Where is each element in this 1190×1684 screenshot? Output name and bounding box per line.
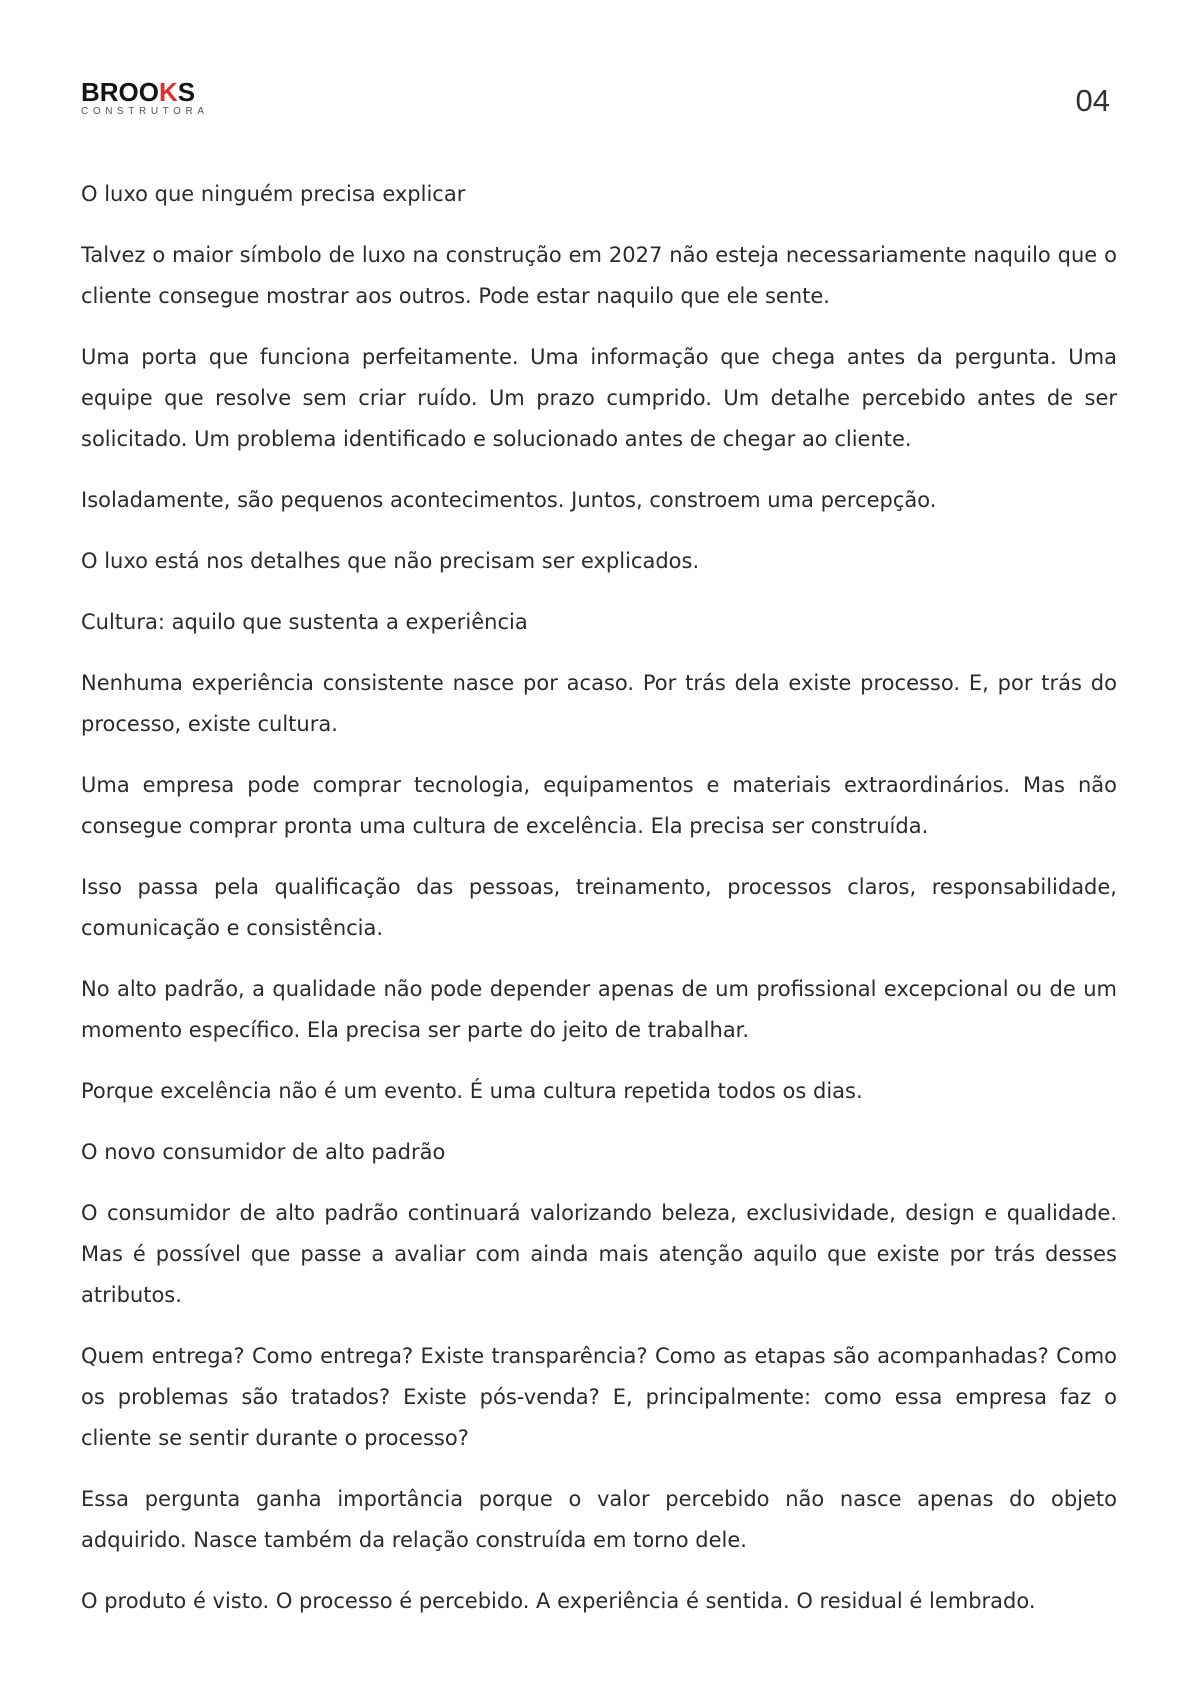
paragraph: Isso passa pela qualificação das pessoas, treinamento, processos claros, responsabilidade, comunicação e consistência. (81, 875, 1117, 940)
logo-accent-letter: K (159, 77, 178, 107)
paragraph: No alto padrão, a qualidade não pode depender apenas de um profissional excepcional ou de um momento específico. Ela precisa ser parte do jeito de trabalhar. (81, 977, 1117, 1042)
paragraph: Talvez o maior símbolo de luxo na construção em 2027 não esteja necessariamente naquilo que o cliente consegue mostrar aos outros. Pode estar naquilo que ele sente. (81, 243, 1117, 308)
page-header (0, 0, 1190, 130)
document-body (81, 174, 1117, 1642)
brooks-logo (81, 78, 241, 118)
paragraph: O consumidor de alto padrão continuará valorizando beleza, exclusividade, design e qualidade. Mas é possível que passe a avaliar com ainda mais atenção aquilo que existe por trás desses atributos. (81, 1201, 1117, 1307)
section-heading-cultura: Cultura: aquilo que sustenta a experiência (81, 610, 528, 634)
paragraph: Quem entrega? Como entrega? Existe transparência? Como as etapas são acompanhadas? Como os problemas são tratados? Existe pós-venda? E, principalmente: como essa empresa faz o cliente se sentir durante o processo? (81, 1344, 1117, 1450)
section-heading-consumidor: O novo consumidor de alto padrão (81, 1140, 446, 1164)
paragraph: Essa pergunta ganha importância porque o valor percebido não nasce apenas do objeto adquirido. Nasce também da relação construída em torno dele. (81, 1487, 1117, 1552)
paragraph: Porque excelência não é um evento. É uma cultura repetida todos os dias. (81, 1079, 863, 1103)
paragraph: Uma porta que funciona perfeitamente. Uma informação que chega antes da pergunta. Uma equipe que resolve sem criar ruído. Um prazo cumprido. Um detalhe percebido antes de ser solicitado. Um problema identificado e solucionado antes de chegar ao cliente. (81, 345, 1117, 451)
logo-wordmark (81, 78, 241, 106)
paragraph: Nenhuma experiência consistente nasce por acaso. Por trás dela existe processo. E, por trás do processo, existe cultura. (81, 671, 1117, 736)
paragraph: Isoladamente, são pequenos acontecimentos. Juntos, constroem uma percepção. (81, 488, 937, 512)
paragraph: Uma empresa pode comprar tecnologia, equipamentos e materiais extraordinários. Mas não consegue comprar pronta uma cultura de excelência. Ela precisa ser construída. (81, 773, 1117, 838)
logo-subtitle: CONSTRUTORA (81, 106, 209, 117)
section-heading-luxo: O luxo que ninguém precisa explicar (81, 182, 466, 206)
paragraph: O produto é visto. O processo é percebido. A experiência é sentida. O residual é lembrado. (81, 1589, 1036, 1613)
paragraph: O luxo está nos detalhes que não precisam ser explicados. (81, 549, 700, 573)
logo-end-text: S (177, 77, 196, 107)
logo-main-text: BROO (81, 77, 159, 107)
page-number: 04 (1075, 83, 1110, 118)
